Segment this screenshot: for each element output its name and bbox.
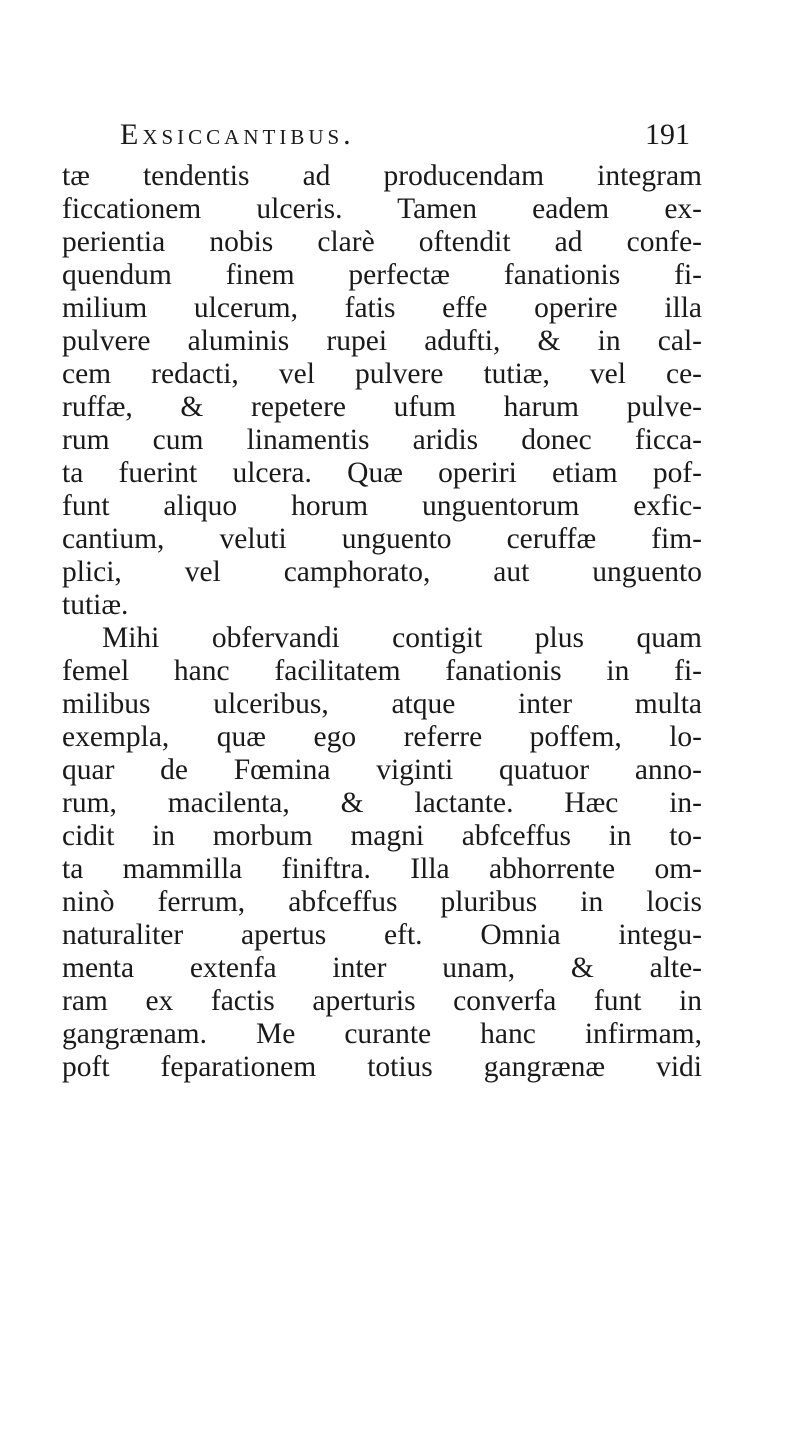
text-line: perientia nobis clarè oftendit ad confe-: [62, 226, 702, 258]
running-head: [120, 118, 690, 158]
text-line: tutiæ.: [62, 589, 129, 621]
text-line: funt aliquo horum unguentorum exfic-: [62, 490, 702, 522]
text-line: Mihi obfervandi contigit plus quam: [102, 622, 702, 654]
text-line: rum, macilenta, & lactante. Hæc in-: [62, 787, 702, 819]
text-line: quendum finem perfectæ fanationis fi-: [62, 259, 702, 291]
body-text: [62, 160, 702, 1084]
text-line: pulvere aluminis rupei adufti, & in cal-: [62, 325, 702, 357]
text-line: ta fuerint ulcera. Quæ operiri etiam pof-: [62, 457, 702, 489]
text-line: cantium, veluti unguento ceruffæ fim-: [62, 523, 702, 555]
text-line: ficcationem ulceris. Tamen eadem ex-: [62, 193, 702, 225]
text-line: poft feparationem totius gangrænæ vidi: [62, 1051, 702, 1083]
text-line: plici, vel camphorato, aut unguento: [62, 556, 702, 588]
text-line: menta extenfa inter unam, & alte-: [62, 952, 702, 984]
text-line: milium ulcerum, fatis effe operire illa: [62, 292, 702, 324]
text-line: ram ex factis aperturis converfa funt in: [62, 985, 702, 1017]
text-line: femel hanc facilitatem fanationis in fi-: [62, 655, 702, 687]
text-line: ninò ferrum, abfceffus pluribus in locis: [62, 886, 702, 918]
text-line: exempla, quæ ego referre poffem, lo-: [62, 721, 702, 753]
text-line: rum cum linamentis aridis donec ficca-: [62, 424, 702, 456]
text-line: gangrænam. Me curante hanc infirmam,: [62, 1018, 702, 1050]
text-line: ta mammilla finiftra. Illa abhorrente om-: [62, 853, 702, 885]
text-line: naturaliter apertus eft. Omnia integu-: [62, 919, 702, 951]
text-line: tæ tendentis ad producendam integram: [62, 160, 702, 192]
text-line: ruffæ, & repetere ufum harum pulve-: [62, 391, 702, 423]
running-title: Exsiccantibus.: [120, 118, 355, 151]
text-line: quar de Fœmina viginti quatuor anno-: [62, 754, 702, 786]
text-line: milibus ulceribus, atque inter multa: [62, 688, 702, 720]
text-line: cidit in morbum magni abfceffus in to-: [62, 820, 702, 852]
text-line: cem redacti, vel pulvere tutiæ, vel ce-: [62, 358, 702, 390]
page-number: 191: [645, 118, 690, 151]
